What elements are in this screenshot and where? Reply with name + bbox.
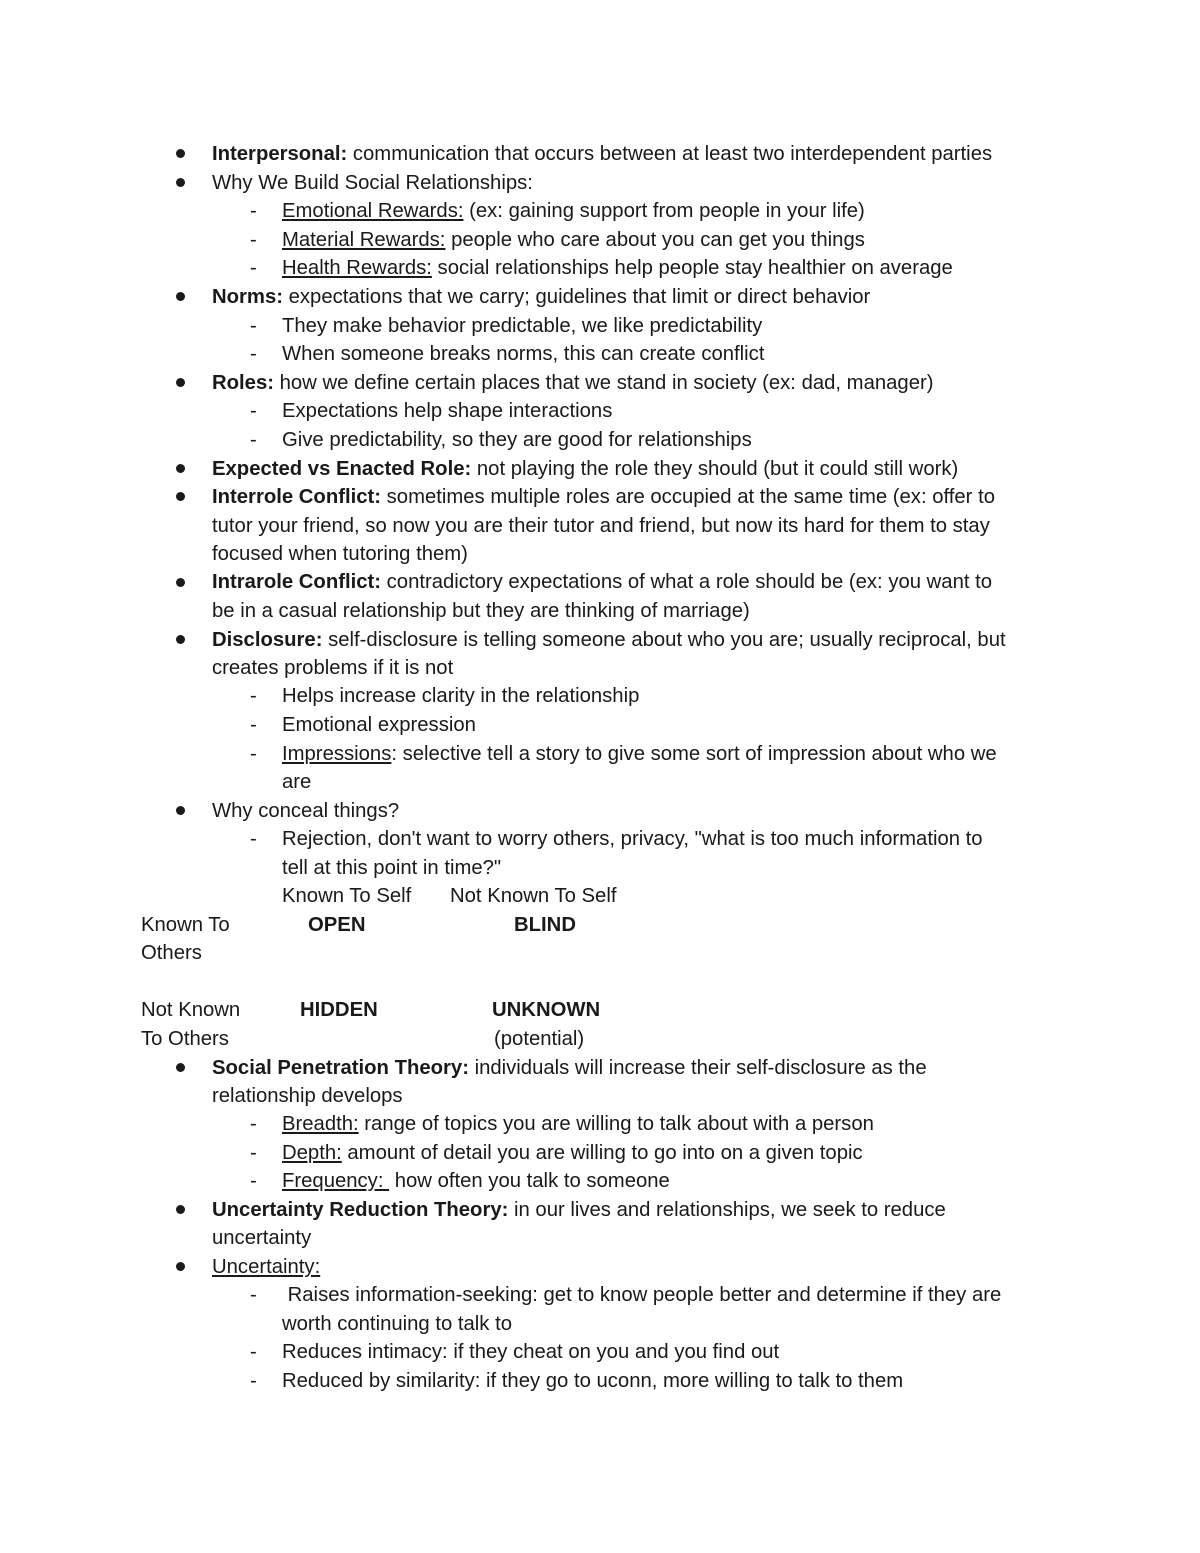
list-item [212, 457, 958, 481]
list-item [212, 142, 992, 166]
definition: self-disclosure is telling someone about who you are; usually reciprocal, but [322, 629, 1006, 651]
johari-col-unknown: Not Known To Self [450, 885, 617, 907]
dash-icon: - [250, 828, 257, 850]
list-item [212, 570, 992, 594]
term: Social Penetration Theory: [212, 1057, 469, 1079]
term: Emotional Rewards: [282, 200, 464, 222]
dash-icon: - [250, 400, 257, 422]
bullet-icon [176, 1262, 185, 1271]
bullet-icon [176, 178, 185, 187]
bullet-icon [176, 1063, 185, 1072]
term: Norms: [212, 286, 283, 308]
sub-item [282, 1169, 670, 1193]
continuation-line: worth continuing to talk to [282, 1313, 512, 1335]
johari-row2-label: Not Known [141, 999, 241, 1021]
term: Impressions [282, 743, 392, 765]
definition: amount of detail you are willing to go into on a given topic [341, 1142, 863, 1164]
dash-icon: - [250, 1113, 257, 1135]
sub-item: Helps increase clarity in the relationship [282, 685, 640, 707]
definition: how we define certain places that we stand in society (ex: dad, manager) [273, 372, 934, 394]
definition: range of topics you are willing to talk about with a person [358, 1113, 874, 1135]
definition: social relationships help people stay healthier on average [431, 257, 953, 279]
term: Disclosure: [212, 629, 323, 651]
definition: contradictory expectations of what a role should be (ex: you want to [381, 571, 993, 593]
sub-item: Reduces intimacy: if they cheat on you and you find out [282, 1341, 780, 1363]
definition: sometimes multiple roles are occupied at the same time (ex: offer to [381, 486, 995, 508]
term: Frequency: [282, 1170, 390, 1192]
bullet-icon [176, 292, 185, 301]
johari-potential: (potential) [494, 1028, 585, 1050]
dash-icon: - [250, 200, 257, 222]
bullet-icon [176, 1205, 185, 1214]
johari-unknown: UNKNOWN [492, 999, 601, 1021]
continuation-line: relationship develops [212, 1085, 403, 1107]
johari-open: OPEN [308, 914, 366, 936]
continuation-line: tutor your friend, so now you are their tutor and friend, but now its hard for them to stay [212, 515, 990, 537]
list-item [212, 628, 1006, 652]
johari-hidden: HIDDEN [300, 999, 378, 1021]
sub-item [282, 1141, 863, 1165]
sub-item [282, 199, 865, 223]
johari-row1-label-cont: Others [141, 942, 202, 964]
sub-item [282, 228, 865, 252]
list-item [212, 1198, 946, 1222]
dash-icon: - [250, 343, 257, 365]
sub-item: They make behavior predictable, we like predictability [282, 315, 763, 337]
sub-item [282, 1112, 874, 1136]
sub-item: Reduced by similarity: if they go to uconn, more willing to talk to them [282, 1370, 904, 1392]
term: Interrole Conflict: [212, 486, 382, 508]
definition: how often you talk to someone [389, 1170, 670, 1192]
continuation-line: creates problems if it is not [212, 657, 454, 679]
bullet-icon [176, 806, 185, 815]
bullet-icon [176, 378, 185, 387]
definition: expectations that we carry; guidelines that limit or direct behavior [283, 286, 871, 308]
list-item: Why conceal things? [212, 800, 400, 822]
dash-icon: - [250, 1370, 257, 1392]
term: Depth: [282, 1142, 342, 1164]
johari-row1-label: Known To [141, 914, 230, 936]
definition: (ex: gaining support from people in your life) [463, 200, 865, 222]
term: Health Rewards: [282, 257, 432, 279]
definition: : selective tell a story to give some sort of impression about who we [391, 743, 997, 765]
sub-item: When someone breaks norms, this can create conflict [282, 343, 765, 365]
continuation-line: uncertainty [212, 1227, 312, 1249]
johari-row2-label-cont: To Others [141, 1028, 229, 1050]
list-item: Uncertainty: [212, 1256, 321, 1278]
bullet-icon [176, 149, 185, 158]
list-item [212, 371, 933, 395]
sub-item: Give predictability, so they are good for relationships [282, 429, 752, 451]
continuation-line: focused when tutoring them) [212, 543, 468, 565]
definition: people who care about you can get you things [445, 229, 865, 251]
list-item [212, 285, 870, 309]
dash-icon: - [250, 1341, 257, 1363]
term: Intrarole Conflict: [212, 571, 382, 593]
continuation-line: be in a casual relationship but they are thinking of marriage) [212, 600, 750, 622]
sub-item [282, 742, 997, 766]
bullet-icon [176, 464, 185, 473]
list-item [212, 485, 995, 509]
term: Roles: [212, 372, 274, 394]
bullet-icon [176, 635, 185, 644]
term: Uncertainty Reduction Theory: [212, 1199, 509, 1221]
dash-icon: - [250, 429, 257, 451]
bullet-icon [176, 492, 185, 501]
continuation-line: tell at this point in time?" [282, 857, 502, 879]
term: Breadth: [282, 1113, 359, 1135]
bullet-icon [176, 578, 185, 587]
definition: individuals will increase their self-disclosure as the [468, 1057, 927, 1079]
johari-col-known: Known To Self [282, 885, 412, 907]
dash-icon: - [250, 1142, 257, 1164]
term: Expected vs Enacted Role: [212, 458, 472, 480]
list-item [212, 1056, 927, 1080]
dash-icon: - [250, 229, 257, 251]
johari-blind: BLIND [514, 914, 576, 936]
term: Interpersonal: [212, 143, 348, 165]
sub-item: Raises information-seeking: get to know people better and determine if they are [282, 1284, 1002, 1306]
dash-icon: - [250, 743, 257, 765]
definition: communication that occurs between at least two interdependent parties [347, 143, 993, 165]
term: Material Rewards: [282, 229, 446, 251]
sub-item: Emotional expression [282, 714, 476, 736]
dash-icon: - [250, 714, 257, 736]
sub-item: Expectations help shape interactions [282, 400, 613, 422]
definition: in our lives and relationships, we seek to reduce [508, 1199, 946, 1221]
sub-item: Rejection, don't want to worry others, privacy, "what is too much information to [282, 828, 983, 850]
sub-item [282, 256, 953, 280]
dash-icon: - [250, 685, 257, 707]
definition: not playing the role they should (but it could still work) [471, 458, 959, 480]
dash-icon: - [250, 257, 257, 279]
dash-icon: - [250, 315, 257, 337]
dash-icon: - [250, 1284, 257, 1306]
list-item: Why We Build Social Relationships: [212, 172, 533, 194]
continuation-line: are [282, 771, 312, 793]
dash-icon: - [250, 1170, 257, 1192]
